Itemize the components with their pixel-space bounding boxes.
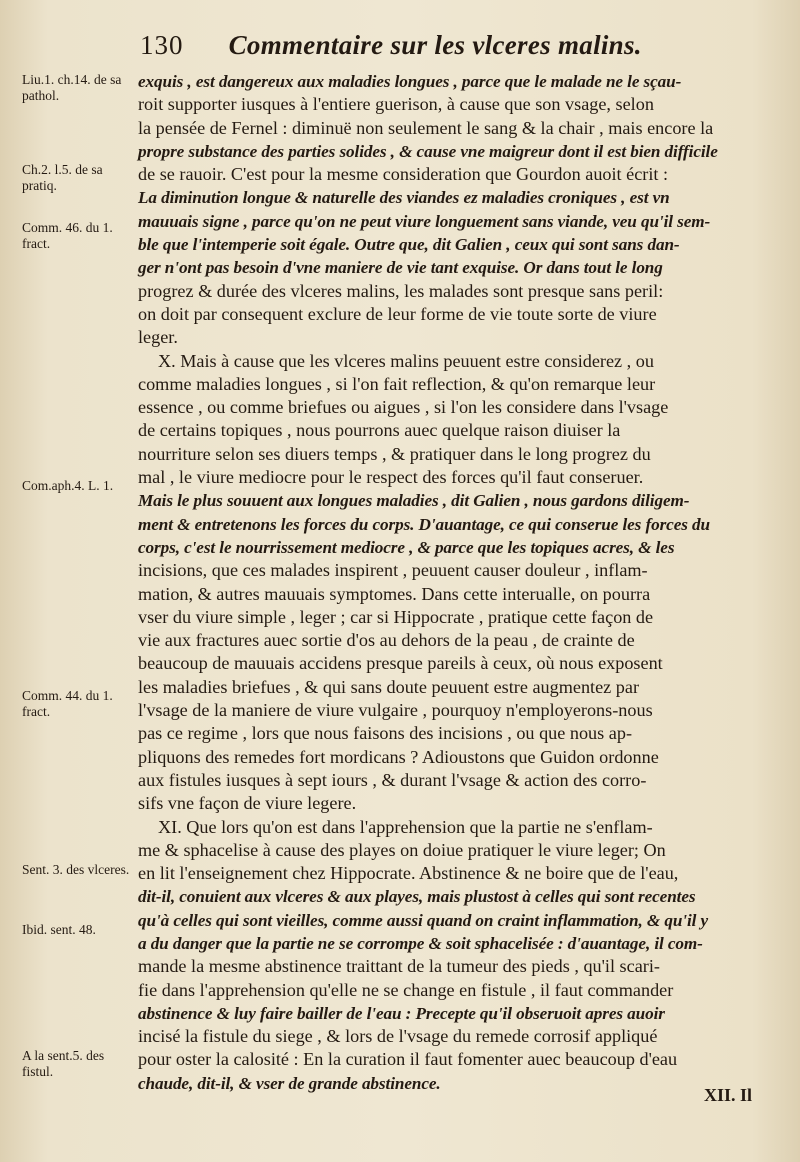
text-line: chaude, dit-il, & vser de grande abstinence.: [138, 1073, 441, 1093]
text-line: nourriture selon ses diuers temps , & pratiquer dans le long progrez du: [138, 443, 651, 464]
page-number: 130: [140, 30, 184, 60]
text-line: mande la mesme abstinence traittant de la tumeur des pieds , qu'il scari-: [138, 956, 660, 977]
text-line: ger n'ont pas besoin d'vne maniere de vie tant exquise. Or dans tout le long: [138, 258, 663, 278]
text-line: propre substance des parties solides , & cause vne maigreur dont il est bien difficile: [138, 141, 718, 161]
text-line: de certains topiques , nous pourrons auec quelque raison diuiser la: [138, 420, 621, 441]
text-line: pliquons des remedes fort mordicans ? Adioustons que Guidon ordonne: [138, 746, 659, 767]
text-line: aux fistules iusques à sept iours , & durant l'vsage & action des corro-: [138, 769, 647, 790]
text-line: comme maladies longues , si l'on fait reflection, & qu'on remarque leur: [138, 373, 656, 394]
text-line: les maladies briefues , & qui sans doute peuuent estre augmentez par: [138, 676, 639, 697]
text-line: XI. Que lors qu'on est dans l'apprehension que la partie ne s'enflam-: [158, 816, 653, 837]
text-line: pas ce regime , lors que nous faisons des incisions , ou que nous ap-: [138, 723, 633, 744]
text-line: vser du viure simple , leger ; car si Hippocrate , pratique cette façon de: [138, 606, 654, 627]
running-head: [140, 30, 740, 62]
text-line: exquis , est dangereux aux maladies longues , parce que le malade ne le sçau-: [138, 72, 682, 91]
text-line: La diminution longue & naturelle des viandes ez maladies croniques , est vn: [138, 188, 670, 208]
text-line: de se rauoir. C'est pour la mesme consideration que Gourdon auoit écrit :: [138, 164, 669, 185]
text-line: la pensée de Fernel : diminuë non seulement le sang & la chair , mais encore la: [138, 117, 714, 138]
margin-note: Comm. 46. du 1. fract.: [22, 220, 113, 251]
text-line: l'vsage de la maniere de viure vulgaire , pourquoy n'employerons-nous: [138, 700, 653, 721]
text-line: en lit l'enseignement chez Hippocrate. Abstinence & ne boire que de l'eau,: [138, 863, 679, 884]
text-line: beaucoup de mauuais accidens presque pareils à ceux, où nous exposent: [138, 653, 663, 674]
margin-note: A la sent.5. des fistul.: [22, 1048, 105, 1079]
text-line: vie aux fractures auec sortie d'os au dehors de la peau , de crainte de: [138, 630, 635, 651]
text-line: pour oster la calosité : En la curation il faut fomenter auec beaucoup d'eau: [138, 1049, 678, 1070]
body-text: [138, 70, 758, 1095]
text-line: qu'à celles qui sont vieilles, comme aussi quand on craint inflammation, & qu'il y: [138, 910, 709, 930]
running-title: Commentaire sur les vlceres malins.: [228, 30, 642, 60]
text-line: fie dans l'apprehension qu'elle ne se change en fistule , il faut commander: [138, 979, 674, 1000]
text-line: X. Mais à cause que les vlceres malins peuuent estre considerez , ou: [158, 350, 654, 371]
text-line: progrez & durée des vlceres malins, les malades sont presque sans peril:: [138, 280, 664, 301]
text-line: me & sphacelise à cause des playes on doiue pratiquer le viure leger; On: [138, 839, 666, 860]
text-line: mation, & autres mauuais symptomes. Dans cette interualle, on pourra: [138, 583, 651, 604]
margin-note: Ibid. sent. 48.: [22, 922, 96, 937]
text-line: corps, c'est le nourrissement mediocre , & parce que les topiques acres, & les: [138, 537, 675, 557]
text-line: on doit par consequent exclure de leur forme de vie toute sorte de viure: [138, 303, 657, 324]
text-line: abstinence & luy faire bailler de l'eau : Precepte qu'il obseruoit apres auoir: [138, 1003, 665, 1023]
margin-note: Liu.1. ch.14. de sa pathol.: [22, 72, 122, 103]
text-line: ment & entretenons les forces du corps. D'auantage, ce qui conserue les forces du: [138, 514, 710, 534]
text-line: incisions, que ces malades inspirent , peuuent causer douleur , inflam-: [138, 560, 648, 581]
text-line: Mais le plus souuent aux longues maladies , dit Galien , nous gardons diligem-: [138, 491, 690, 511]
margin-note: Ch.2. l.5. de sa pratiq.: [22, 162, 103, 193]
margin-note: Sent. 3. des vlceres.: [22, 862, 130, 877]
text-line: roit supporter iusques à l'entiere guerison, à cause que son vsage, selon: [138, 94, 654, 115]
text-line: sifs vne façon de viure legere.: [138, 793, 357, 814]
text-line: ble que l'intemperie soit égale. Outre que, dit Galien , ceux qui sont sans dan-: [138, 235, 680, 255]
text-line: essence , ou comme briefues ou aigues , si l'on les considere dans l'vsage: [138, 397, 669, 418]
text-line: incisé la fistule du siege , & lors de l'vsage du remede corrosif appliqué: [138, 1026, 658, 1047]
text-line: mauuais signe , parce qu'on ne peut viure longuement sans viande, veu qu'il sem-: [138, 211, 711, 231]
catchword: XII. Il: [703, 1085, 752, 1105]
text-line: leger.: [138, 327, 178, 348]
text-line: a du danger que la partie ne se corrompe & soit sphacelisée : d'auantage, il com-: [138, 933, 703, 953]
text-line: dit-il, conuient aux vlceres & aux playes, mais plustost à celles qui sont recentes: [138, 887, 696, 907]
margin-note: Com.aph.4. L. 1.: [22, 478, 114, 493]
text-line: mal , le viure mediocre pour le respect des forces qu'il faut conseruer.: [138, 467, 644, 488]
margin-note: Comm. 44. du 1. fract.: [22, 688, 113, 719]
